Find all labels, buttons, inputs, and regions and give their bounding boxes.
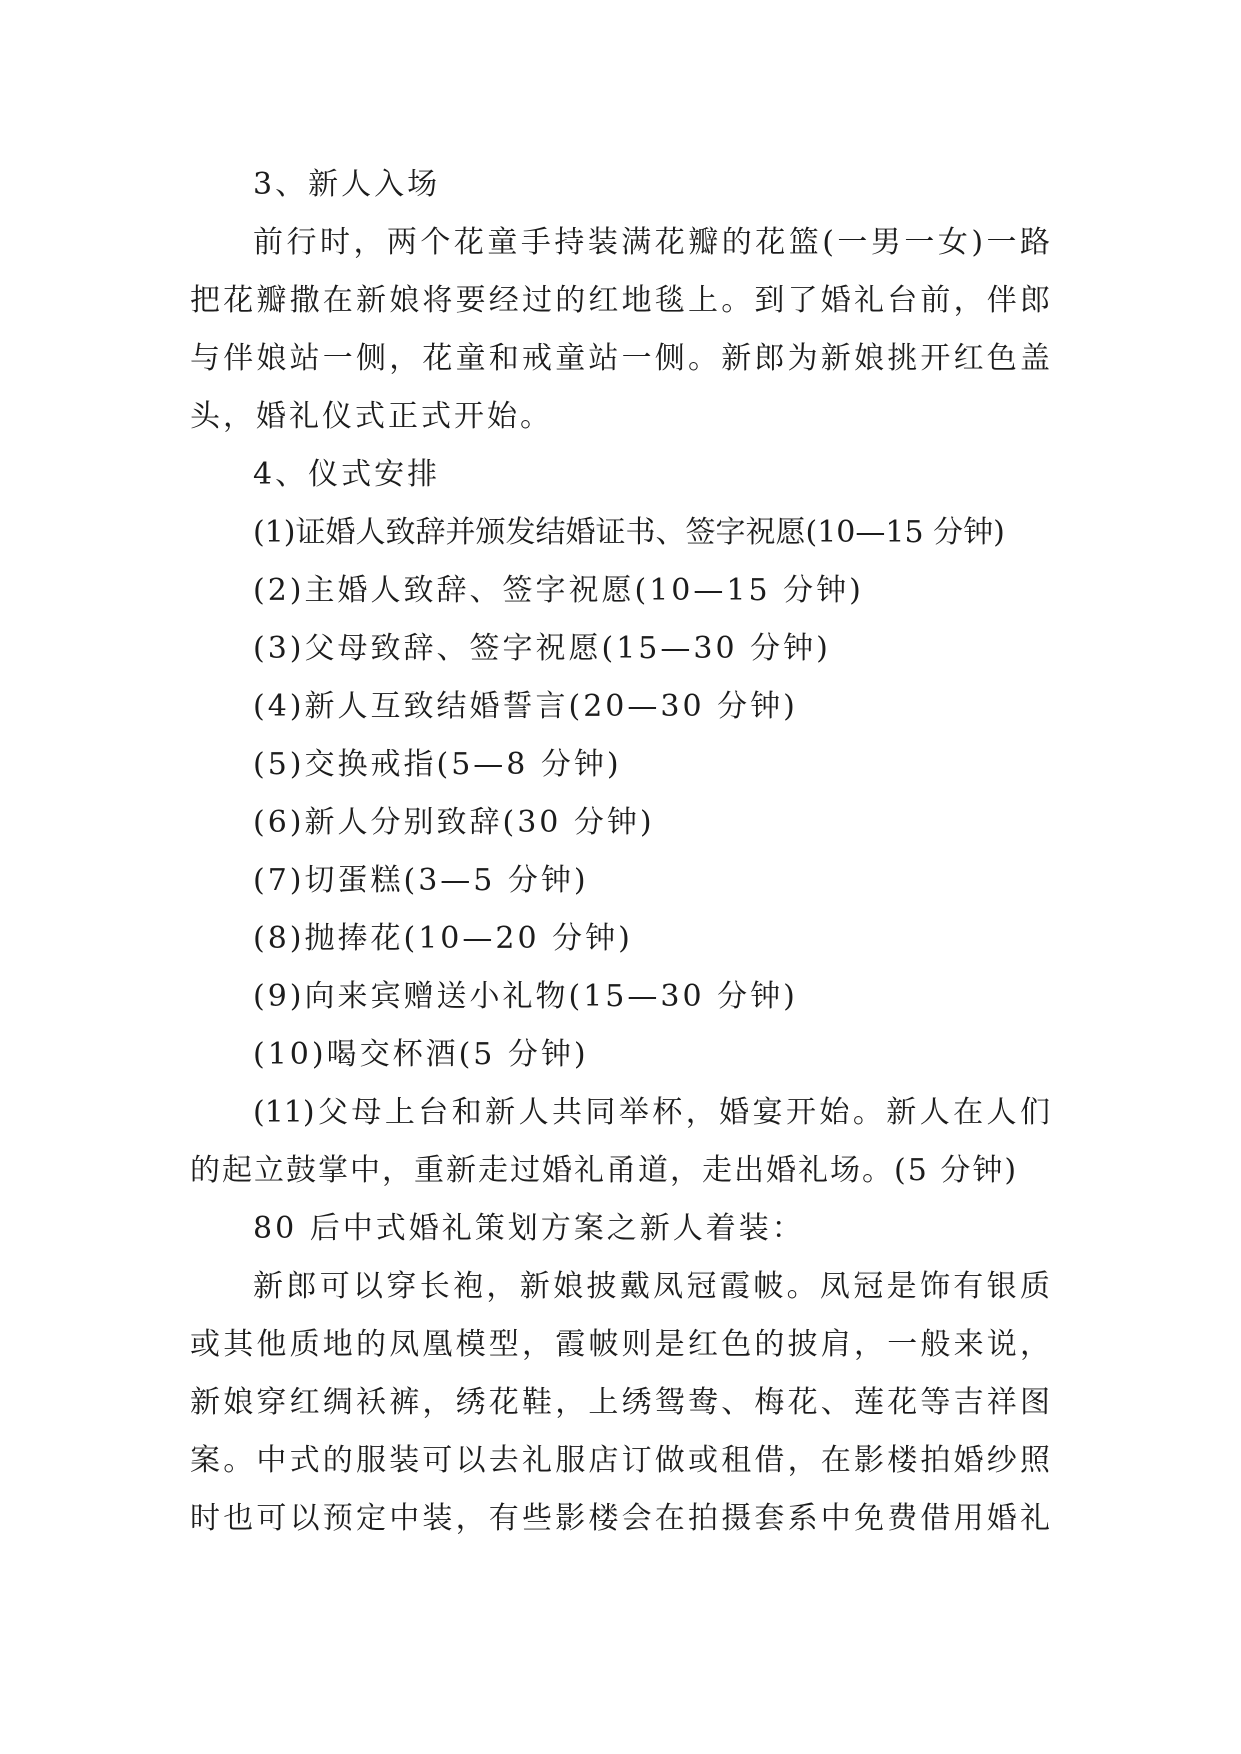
paragraph-line: 新郎可以穿长袍，新娘披戴凤冠霞帔。凤冠是饰有银质 bbox=[253, 1269, 1050, 1304]
paragraph-line: 与伴娘站一侧，花童和戒童站一侧。新郎为新娘挑开红色盖 bbox=[190, 341, 1050, 376]
paragraph-line: 前行时，两个花童手持装满花瓣的花篮(一男一女)一路 bbox=[253, 225, 1050, 260]
paragraph-line: 新娘穿红绸袄裤，绣花鞋，上绣鸳鸯、梅花、莲花等吉祥图 bbox=[190, 1385, 1050, 1420]
section-heading-entrance: 3、新人入场 bbox=[253, 167, 441, 202]
list-item: (7)切蛋糕(3—5 分钟) bbox=[253, 863, 589, 898]
section-heading-attire: 80 后中式婚礼策划方案之新人着装： bbox=[253, 1211, 805, 1246]
paragraph-line: 头，婚礼仪式正式开始。 bbox=[190, 399, 553, 434]
section-heading-ceremony: 4、仪式安排 bbox=[253, 457, 441, 492]
list-item: (11)父母上台和新人共同举杯，婚宴开始。新人在人们 bbox=[253, 1095, 1050, 1130]
list-item: (1)证婚人致辞并颁发结婚证书、签字祝愿(10—15 分钟) bbox=[253, 515, 1005, 550]
paragraph-line: 把花瓣撒在新娘将要经过的红地毯上。到了婚礼台前，伴郎 bbox=[190, 283, 1050, 318]
list-item: (5)交换戒指(5—8 分钟) bbox=[253, 747, 622, 782]
list-item: (9)向来宾赠送小礼物(15—30 分钟) bbox=[253, 979, 798, 1014]
paragraph-line: 时也可以预定中装，有些影楼会在拍摄套系中免费借用婚礼 bbox=[190, 1501, 1050, 1536]
list-item: (8)抛捧花(10—20 分钟) bbox=[253, 921, 633, 956]
list-item: (10)喝交杯酒(5 分钟) bbox=[253, 1037, 589, 1072]
list-item: (4)新人互致结婚誓言(20—30 分钟) bbox=[253, 689, 798, 724]
paragraph-line: 的起立鼓掌中，重新走过婚礼甬道，走出婚礼场。(5 分钟) bbox=[190, 1153, 1019, 1188]
paragraph-line: 案。中式的服装可以去礼服店订做或租借，在影楼拍婚纱照 bbox=[190, 1443, 1050, 1478]
list-item: (3)父母致辞、签字祝愿(15—30 分钟) bbox=[253, 631, 831, 666]
paragraph-line: 或其他质地的凤凰模型，霞帔则是红色的披肩，一般来说， bbox=[190, 1327, 1050, 1362]
list-item: (2)主婚人致辞、签字祝愿(10—15 分钟) bbox=[253, 573, 864, 608]
list-item: (6)新人分别致辞(30 分钟) bbox=[253, 805, 655, 840]
